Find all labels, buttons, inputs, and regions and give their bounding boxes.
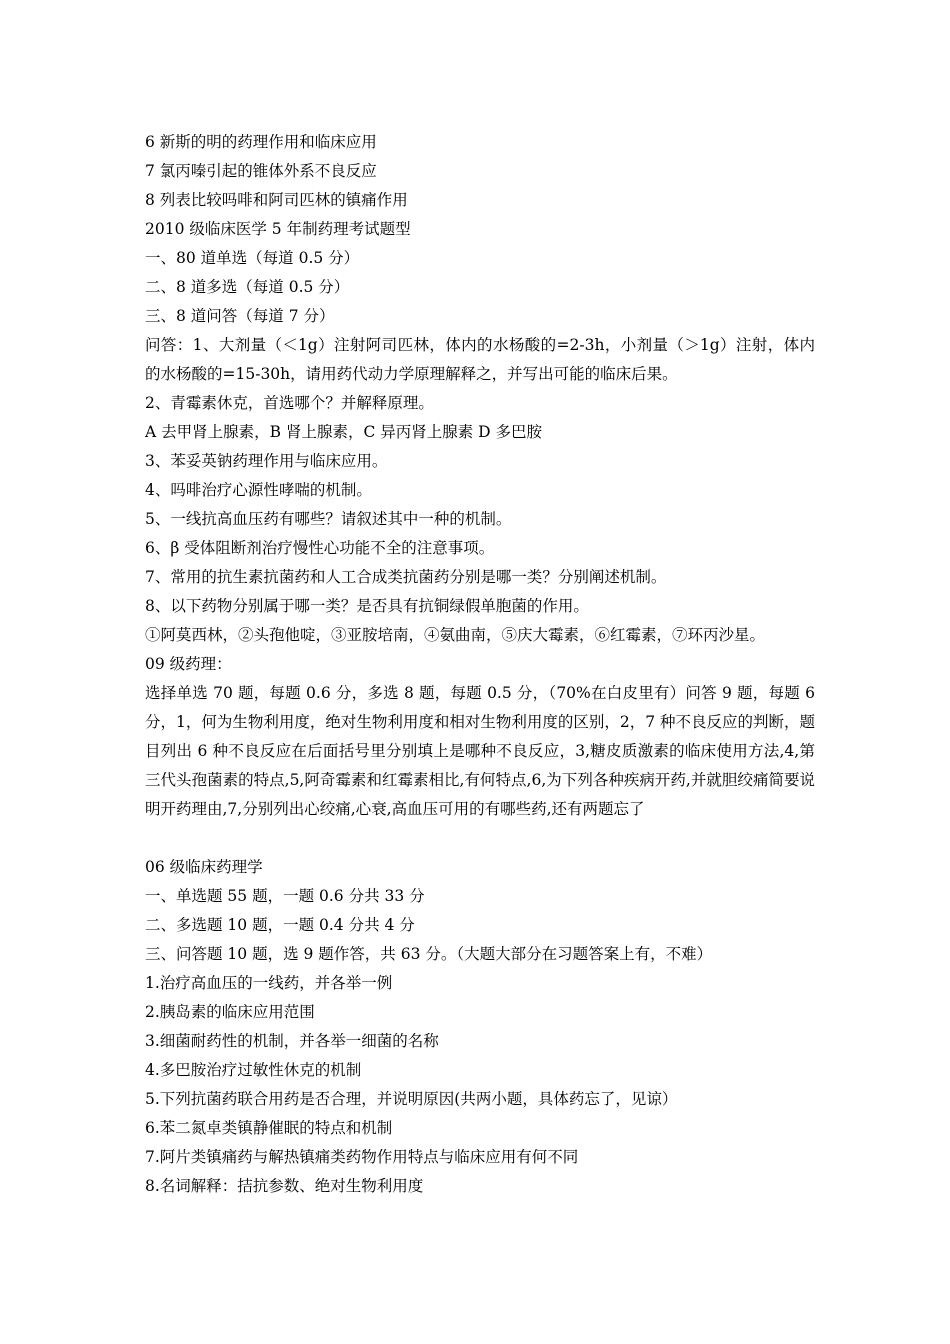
text-line: 6、β 受体阻断剂治疗慢性心功能不全的注意事项。	[145, 539, 495, 557]
text-line: 3.细菌耐药性的机制，并各举一细菌的名称	[145, 1032, 439, 1050]
text-line: A 去甲肾上腺素，B 肾上腺素，C 异丙肾上腺素 D 多巴胺	[145, 423, 543, 441]
text-line: 一、80 道单选（每道 0.5 分）	[145, 249, 360, 267]
text-line: 7 氯丙嗪引起的锥体外系不良反应	[145, 162, 377, 180]
text-line: 三、问答题 10 题，选 9 题作答，共 63 分。（大题大部分在习题答案上有，不难）	[145, 945, 713, 963]
text-line: 8.名词解释：拮抗参数、绝对生物利用度	[145, 1177, 424, 1195]
text-line: 1.治疗高血压的一线药，并各举一例	[145, 974, 393, 992]
text-line: ①阿莫西林，②头孢他啶，③亚胺培南，④氨曲南，⑤庆大霉素，⑥红霉素，⑦环丙沙星。	[145, 626, 766, 644]
text-line: 5.下列抗菌药联合用药是否合理，并说明原因(共两小题，具体药忘了，见谅）	[145, 1090, 678, 1108]
text-line: 8、以下药物分别属于哪一类？是否具有抗铜绿假单胞菌的作用。	[145, 597, 589, 615]
text-line: 三、8 道问答（每道 7 分）	[145, 307, 335, 325]
exam-09-paragraph: 选择单选 70 题，每题 0.6 分，多选 8 题，每题 0.5 分，（70%在白皮里有）问答 9 题，每题 6 分，1，何为生物利用度，绝对生物利用度和相对生物利用度的区别，2，7 种不良反应的判断，题目列出 6 种不良反应在后面括号里分别填上是哪种不良反应，3,糖皮质激素的临床使用方法,4,第三代头孢菌素的特点,5,阿奇霉素和红霉素相比,有何特点,6,为下列各种疾病开药,并就胆绞痛简要说明开药理由,7,分别列出心绞痛,心衰,高血压可用的有哪些药,还有两题忘了	[145, 684, 816, 818]
document-page	[145, 128, 815, 1201]
text-line: 2、青霉素休克，首选哪个？并解释原理。	[145, 394, 434, 412]
text-line: 6.苯二氮卓类镇静催眠的特点和机制	[145, 1119, 393, 1137]
text-line: 二、8 道多选（每道 0.5 分）	[145, 278, 350, 296]
text-line: 4.多巴胺治疗过敏性休克的机制	[145, 1061, 362, 1079]
text-line: 2.胰岛素的临床应用范围	[145, 1003, 315, 1021]
exam-title-09: 09 级药理：	[145, 655, 232, 673]
text-line: 3、苯妥英钠药理作用与临床应用。	[145, 452, 388, 470]
exam-title-2010: 2010 级临床医学 5 年制药理考试题型	[145, 220, 411, 238]
text-line: 一、单选题 55 题，一题 0.6 分共 33 分	[145, 887, 425, 905]
text-line: 8 列表比较吗啡和阿司匹林的镇痛作用	[145, 191, 408, 209]
question-1-paragraph: 问答：1、大剂量（＜1g）注射阿司匹林，体内的水杨酸的=2-3h，小剂量（＞1g）注射，体内的水杨酸的=15-30h，请用药代动力学原理解释之，并写出可能的临床后果。	[145, 336, 815, 383]
text-line: 6 新斯的明的药理作用和临床应用	[145, 133, 377, 151]
text-line: 7.阿片类镇痛药与解热镇痛类药物作用特点与临床应用有何不同	[145, 1148, 579, 1166]
exam-title-06: 06 级临床药理学	[145, 858, 263, 876]
text-line: 二、多选题 10 题，一题 0.4 分共 4 分	[145, 916, 415, 934]
text-line: 7、常用的抗生素抗菌药和人工合成类抗菌药分别是哪一类？分别阐述机制。	[145, 568, 667, 586]
text-line: 5、一线抗高血压药有哪些？请叙述其中一种的机制。	[145, 510, 512, 528]
text-line: 4、吗啡治疗心源性哮喘的机制。	[145, 481, 372, 499]
blank-line	[145, 824, 815, 853]
